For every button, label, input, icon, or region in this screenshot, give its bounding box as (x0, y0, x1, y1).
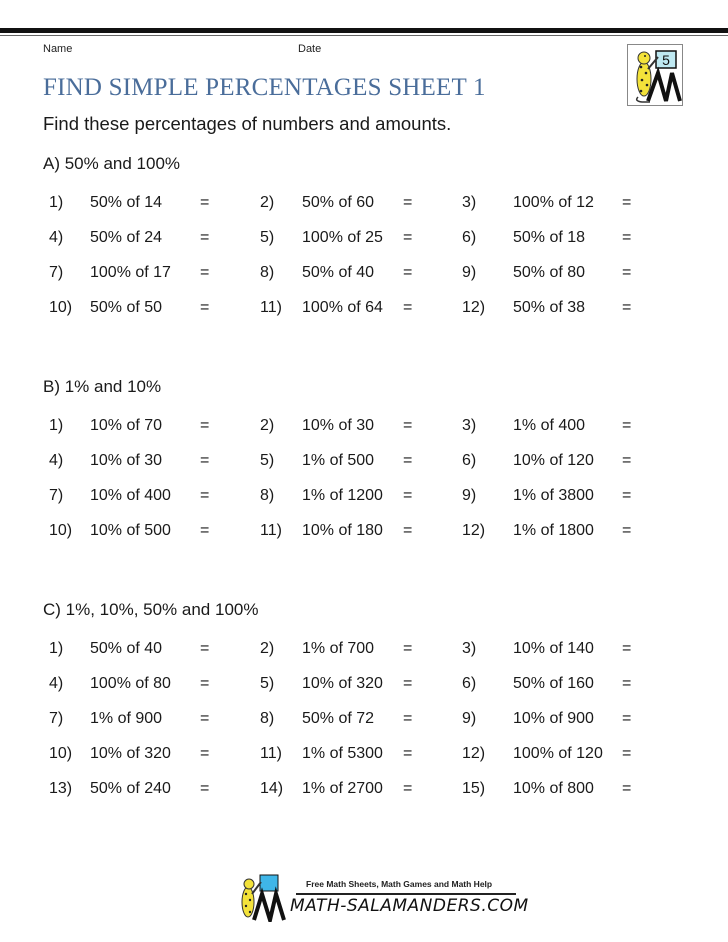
equals-sign: = (403, 780, 413, 797)
question-number: 11) (260, 745, 282, 762)
footer-tagline: Free Math Sheets, Math Games and Math Help (306, 879, 493, 889)
question-number: 8) (260, 710, 275, 727)
question-number: 12) (462, 299, 486, 316)
section-c-row-2 (0, 675, 728, 697)
equals-sign: = (403, 194, 413, 211)
question-number: 7) (49, 264, 64, 281)
question-text: 100% of 12 (513, 194, 594, 211)
equals-sign: = (200, 299, 210, 316)
question-number: 10) (49, 745, 73, 762)
question-text: 50% of 60 (302, 194, 375, 211)
question-text: 100% of 80 (90, 675, 171, 692)
equals-sign: = (403, 417, 413, 434)
top-rule-thin (0, 35, 728, 36)
question-number: 6) (462, 675, 477, 692)
equals-sign: = (403, 710, 413, 727)
section-b-heading: B) 1% and 10% (43, 377, 162, 396)
question-number: 1) (49, 417, 64, 434)
question-number: 10) (49, 299, 73, 316)
question-text: 10% of 180 (302, 522, 383, 539)
question-text: 10% of 320 (90, 745, 171, 762)
section-b-row-2 (0, 452, 728, 474)
question-number: 1) (49, 194, 64, 211)
grade-number: 5 (662, 52, 670, 68)
equals-sign: = (200, 264, 210, 281)
question-text: 10% of 320 (302, 675, 383, 692)
question-number: 12) (462, 745, 486, 762)
question-text: 1% of 1200 (302, 487, 383, 504)
question-number: 11) (260, 522, 282, 539)
question-text: 100% of 120 (513, 745, 603, 762)
question-text: 1% of 5300 (302, 745, 383, 762)
equals-sign: = (200, 229, 210, 246)
equals-sign: = (403, 640, 413, 657)
question-number: 3) (462, 194, 477, 211)
equals-sign: = (403, 675, 413, 692)
question-text: 50% of 18 (513, 229, 586, 246)
question-text: 1% of 1800 (513, 522, 594, 539)
question-number: 6) (462, 229, 477, 246)
equals-sign: = (622, 675, 632, 692)
question-number: 4) (49, 452, 64, 469)
question-number: 7) (49, 487, 64, 504)
question-text: 10% of 140 (513, 640, 594, 657)
section-a-row-3 (0, 264, 728, 286)
equals-sign: = (200, 710, 210, 727)
question-number: 14) (260, 780, 284, 797)
question-text: 100% of 64 (302, 299, 383, 316)
page-title: FIND SIMPLE PERCENTAGES SHEET 1 (43, 74, 486, 101)
question-text: 10% of 70 (90, 417, 163, 434)
question-number: 13) (49, 780, 73, 797)
question-number: 5) (260, 452, 275, 469)
question-number: 2) (260, 640, 275, 657)
section-c-row-3 (0, 710, 728, 732)
section-a-row-1 (0, 194, 728, 216)
footer-divider (296, 893, 516, 895)
question-text: 10% of 500 (90, 522, 171, 539)
equals-sign: = (200, 675, 210, 692)
equals-sign: = (622, 417, 632, 434)
equals-sign: = (403, 452, 413, 469)
question-text: 1% of 400 (513, 417, 586, 434)
question-number: 9) (462, 264, 477, 281)
section-c-row-1 (0, 640, 728, 662)
question-text: 10% of 400 (90, 487, 171, 504)
equals-sign: = (200, 522, 210, 539)
question-number: 11) (260, 299, 282, 316)
equals-sign: = (200, 745, 210, 762)
question-text: 1% of 900 (90, 710, 163, 727)
question-text: 1% of 500 (302, 452, 375, 469)
question-text: 50% of 160 (513, 675, 594, 692)
salamander-easel-icon (628, 45, 682, 105)
question-text: 10% of 30 (90, 452, 163, 469)
question-number: 10) (49, 522, 73, 539)
equals-sign: = (622, 229, 632, 246)
equals-sign: = (622, 194, 632, 211)
section-a-heading: A) 50% and 100% (43, 154, 181, 173)
question-text: 1% of 2700 (302, 780, 383, 797)
question-number: 8) (260, 264, 275, 281)
question-number: 5) (260, 229, 275, 246)
equals-sign: = (622, 264, 632, 281)
question-text: 10% of 30 (302, 417, 375, 434)
equals-sign: = (200, 780, 210, 797)
question-number: 5) (260, 675, 275, 692)
question-number: 8) (260, 487, 275, 504)
equals-sign: = (403, 522, 413, 539)
top-rule (0, 28, 728, 33)
equals-sign: = (622, 487, 632, 504)
section-c-row-5 (0, 780, 728, 802)
question-text: 10% of 900 (513, 710, 594, 727)
equals-sign: = (622, 299, 632, 316)
section-b-row-3 (0, 487, 728, 509)
question-number: 9) (462, 710, 477, 727)
question-number: 4) (49, 675, 64, 692)
question-text: 1% of 700 (302, 640, 375, 657)
footer-site-name: MATH-SALAMANDERS.COM (290, 896, 529, 916)
equals-sign: = (622, 452, 632, 469)
equals-sign: = (200, 194, 210, 211)
question-number: 9) (462, 487, 477, 504)
section-a-row-2 (0, 229, 728, 251)
question-number: 3) (462, 640, 477, 657)
equals-sign: = (622, 522, 632, 539)
question-text: 50% of 38 (513, 299, 586, 316)
question-number: 2) (260, 417, 275, 434)
equals-sign: = (403, 299, 413, 316)
name-label: Name (43, 43, 73, 55)
equals-sign: = (622, 710, 632, 727)
section-a-row-4 (0, 299, 728, 321)
question-text: 50% of 40 (302, 264, 375, 281)
question-text: 50% of 240 (90, 780, 171, 797)
equals-sign: = (403, 487, 413, 504)
question-text: 50% of 40 (90, 640, 163, 657)
equals-sign: = (403, 745, 413, 762)
question-number: 3) (462, 417, 477, 434)
question-text: 100% of 25 (302, 229, 383, 246)
question-number: 15) (462, 780, 486, 797)
section-b-row-4 (0, 522, 728, 544)
equals-sign: = (403, 229, 413, 246)
question-number: 1) (49, 640, 64, 657)
question-text: 50% of 50 (90, 299, 163, 316)
question-text: 100% of 17 (90, 264, 171, 281)
equals-sign: = (200, 417, 210, 434)
date-label: Date (298, 43, 322, 55)
question-text: 50% of 24 (90, 229, 163, 246)
equals-sign: = (200, 452, 210, 469)
question-number: 4) (49, 229, 64, 246)
question-number: 6) (462, 452, 477, 469)
equals-sign: = (403, 264, 413, 281)
question-text: 50% of 72 (302, 710, 375, 727)
footer-branding (236, 872, 529, 922)
instructions: Find these percentages of numbers and amounts. (43, 113, 452, 134)
equals-sign: = (200, 640, 210, 657)
equals-sign: = (622, 640, 632, 657)
equals-sign: = (200, 487, 210, 504)
question-text: 50% of 80 (513, 264, 586, 281)
question-text: 10% of 800 (513, 780, 594, 797)
question-number: 7) (49, 710, 64, 727)
question-text: 1% of 3800 (513, 487, 594, 504)
question-number: 2) (260, 194, 275, 211)
salamander-logo-icon (236, 872, 296, 922)
grade-logo (627, 44, 683, 106)
question-number: 12) (462, 522, 486, 539)
section-b-row-1 (0, 417, 728, 439)
equals-sign: = (622, 780, 632, 797)
section-c-heading: C) 1%, 10%, 50% and 100% (43, 600, 259, 619)
equals-sign: = (622, 745, 632, 762)
question-text: 50% of 14 (90, 194, 163, 211)
question-text: 10% of 120 (513, 452, 594, 469)
section-c-row-4 (0, 745, 728, 767)
